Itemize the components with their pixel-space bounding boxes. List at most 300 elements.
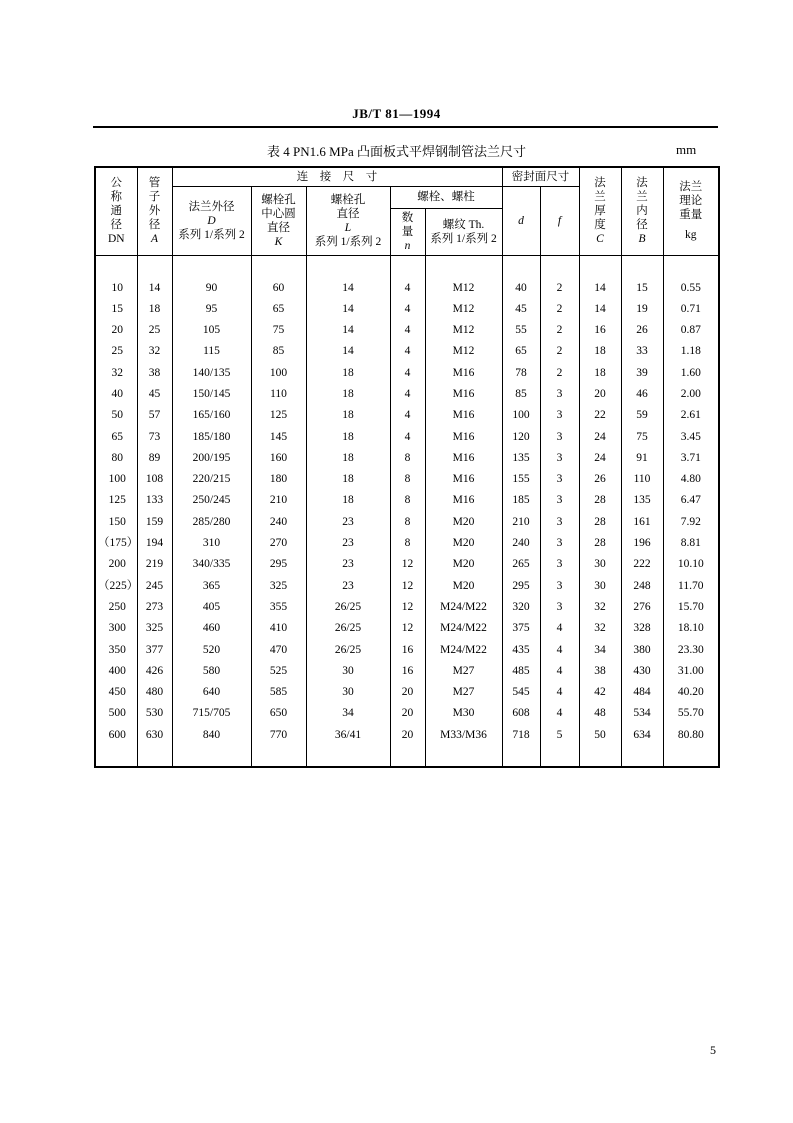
- cell-bore: 26: [621, 320, 663, 341]
- table-row: [95, 320, 719, 341]
- cell-thickness: 28: [579, 490, 621, 511]
- cell-bolt-circle: 145: [251, 427, 306, 448]
- table-row: [95, 278, 719, 299]
- cell-dn: 10: [95, 278, 137, 299]
- cell-bolt-hole: 14: [306, 299, 390, 320]
- spacer-cell: [172, 255, 251, 278]
- cell-bolt-circle: 85: [251, 341, 306, 362]
- spacer-cell: [95, 746, 137, 767]
- cell-thread: M12: [425, 299, 502, 320]
- cell-weight: 2.61: [663, 405, 719, 426]
- cell-bolt-circle: 180: [251, 469, 306, 490]
- cell-thread: M30: [425, 703, 502, 724]
- cell-pipe-od: 45: [137, 384, 172, 405]
- header-bolt-circle: 螺栓孔 中心圆 直径 K: [251, 186, 306, 255]
- cell-seal-d: 135: [502, 448, 540, 469]
- cell-thread: M24/M22: [425, 597, 502, 618]
- cell-seal-d: 485: [502, 661, 540, 682]
- cell-thickness: 38: [579, 661, 621, 682]
- flange-dimension-table: [94, 166, 720, 768]
- table-row: [95, 703, 719, 724]
- cell-thickness: 24: [579, 427, 621, 448]
- table-caption: 表 4 PN1.6 MPa 凸面板式平焊钢制管法兰尺寸: [267, 144, 526, 159]
- cell-thread: M24/M22: [425, 640, 502, 661]
- cell-thickness: 14: [579, 278, 621, 299]
- cell-weight: 40.20: [663, 682, 719, 703]
- cell-dn: 65: [95, 427, 137, 448]
- cell-weight: 18.10: [663, 618, 719, 639]
- cell-bolt-circle: 355: [251, 597, 306, 618]
- cell-seal-d: 240: [502, 533, 540, 554]
- cell-pipe-od: 219: [137, 554, 172, 575]
- table-row: [95, 597, 719, 618]
- spacer-cell: [251, 746, 306, 767]
- cell-bolt-circle: 585: [251, 682, 306, 703]
- cell-thickness: 24: [579, 448, 621, 469]
- cell-dn: 100: [95, 469, 137, 490]
- cell-dn: 400: [95, 661, 137, 682]
- cell-bolt-count: 8: [390, 469, 425, 490]
- cell-bore: 75: [621, 427, 663, 448]
- spacer-cell: [425, 255, 502, 278]
- cell-thickness: 28: [579, 512, 621, 533]
- cell-seal-d: 45: [502, 299, 540, 320]
- cell-flange-od: 165/160: [172, 405, 251, 426]
- cell-dn: 600: [95, 725, 137, 746]
- cell-seal-d: 545: [502, 682, 540, 703]
- cell-flange-od: 220/215: [172, 469, 251, 490]
- header-connection-group: 连 接 尺 寸: [172, 167, 502, 186]
- cell-weight: 0.87: [663, 320, 719, 341]
- cell-bore: 276: [621, 597, 663, 618]
- cell-bolt-count: 4: [390, 278, 425, 299]
- cell-bolt-hole: 18: [306, 427, 390, 448]
- cell-bolt-hole: 18: [306, 384, 390, 405]
- cell-seal-d: 100: [502, 405, 540, 426]
- spacer-cell: [579, 746, 621, 767]
- cell-pipe-od: 377: [137, 640, 172, 661]
- cell-flange-od: 715/705: [172, 703, 251, 724]
- cell-dn: （175）: [95, 533, 137, 554]
- cell-bolt-circle: 210: [251, 490, 306, 511]
- cell-weight: 15.70: [663, 597, 719, 618]
- cell-bore: 634: [621, 725, 663, 746]
- cell-bolt-count: 4: [390, 384, 425, 405]
- cell-thickness: 26: [579, 469, 621, 490]
- cell-pipe-od: 57: [137, 405, 172, 426]
- cell-bolt-hole: 18: [306, 448, 390, 469]
- cell-seal-f: 3: [540, 512, 579, 533]
- cell-dn: 450: [95, 682, 137, 703]
- cell-flange-od: 580: [172, 661, 251, 682]
- cell-thread: M20: [425, 512, 502, 533]
- cell-bolt-hole: 23: [306, 512, 390, 533]
- cell-bolt-count: 4: [390, 405, 425, 426]
- header-thread: 螺纹 Th. 系列 1/系列 2: [425, 208, 502, 255]
- cell-bore: 196: [621, 533, 663, 554]
- cell-seal-d: 78: [502, 363, 540, 384]
- cell-bolt-hole: 36/41: [306, 725, 390, 746]
- cell-dn: 150: [95, 512, 137, 533]
- cell-pipe-od: 273: [137, 597, 172, 618]
- table-unit: mm: [676, 142, 697, 157]
- cell-bolt-circle: 110: [251, 384, 306, 405]
- cell-seal-d: 185: [502, 490, 540, 511]
- cell-weight: 23.30: [663, 640, 719, 661]
- cell-weight: 55.70: [663, 703, 719, 724]
- table-row: [95, 554, 719, 575]
- cell-bolt-hole: 30: [306, 661, 390, 682]
- cell-flange-od: 200/195: [172, 448, 251, 469]
- cell-weight: 7.92: [663, 512, 719, 533]
- cell-flange-od: 310: [172, 533, 251, 554]
- document-code: JB/T 81—1994: [352, 106, 441, 121]
- cell-thread: M20: [425, 554, 502, 575]
- cell-bolt-circle: 160: [251, 448, 306, 469]
- cell-pipe-od: 426: [137, 661, 172, 682]
- cell-thread: M27: [425, 661, 502, 682]
- cell-dn: 300: [95, 618, 137, 639]
- cell-thread: M24/M22: [425, 618, 502, 639]
- cell-flange-od: 140/135: [172, 363, 251, 384]
- cell-bolt-count: 12: [390, 597, 425, 618]
- cell-bore: 46: [621, 384, 663, 405]
- cell-bolt-circle: 470: [251, 640, 306, 661]
- table-row: [95, 405, 719, 426]
- cell-thickness: 14: [579, 299, 621, 320]
- spacer-cell: [172, 746, 251, 767]
- header-weight: 法兰 理论 重量 kg: [663, 167, 719, 255]
- cell-thickness: 28: [579, 533, 621, 554]
- cell-thread: M20: [425, 576, 502, 597]
- table-row: [95, 427, 719, 448]
- cell-seal-f: 2: [540, 278, 579, 299]
- cell-thread: M27: [425, 682, 502, 703]
- cell-seal-d: 55: [502, 320, 540, 341]
- cell-dn: 20: [95, 320, 137, 341]
- cell-bore: 161: [621, 512, 663, 533]
- cell-weight: 1.60: [663, 363, 719, 384]
- cell-pipe-od: 159: [137, 512, 172, 533]
- cell-thickness: 22: [579, 405, 621, 426]
- spacer-cell: [390, 255, 425, 278]
- cell-bolt-circle: 525: [251, 661, 306, 682]
- cell-bolt-count: 4: [390, 427, 425, 448]
- table-row: [95, 618, 719, 639]
- cell-bolt-count: 4: [390, 363, 425, 384]
- cell-thread: M16: [425, 490, 502, 511]
- cell-thread: M12: [425, 341, 502, 362]
- cell-thickness: 16: [579, 320, 621, 341]
- cell-dn: 500: [95, 703, 137, 724]
- cell-bolt-circle: 75: [251, 320, 306, 341]
- cell-seal-d: 295: [502, 576, 540, 597]
- cell-dn: 80: [95, 448, 137, 469]
- cell-thickness: 18: [579, 341, 621, 362]
- table-row: [95, 490, 719, 511]
- cell-bolt-hole: 34: [306, 703, 390, 724]
- cell-seal-d: 120: [502, 427, 540, 448]
- cell-pipe-od: 133: [137, 490, 172, 511]
- table-row: [95, 384, 719, 405]
- cell-seal-d: 375: [502, 618, 540, 639]
- cell-flange-od: 640: [172, 682, 251, 703]
- header-seal-group: 密封面尺寸: [502, 167, 579, 186]
- cell-bolt-hole: 26/25: [306, 597, 390, 618]
- table-row: [95, 299, 719, 320]
- cell-bolt-circle: 125: [251, 405, 306, 426]
- cell-bolt-count: 4: [390, 299, 425, 320]
- cell-flange-od: 285/280: [172, 512, 251, 533]
- cell-dn: 32: [95, 363, 137, 384]
- cell-flange-od: 150/145: [172, 384, 251, 405]
- cell-bolt-circle: 325: [251, 576, 306, 597]
- cell-seal-d: 718: [502, 725, 540, 746]
- cell-bore: 534: [621, 703, 663, 724]
- cell-bolt-count: 4: [390, 341, 425, 362]
- spacer-cell: [663, 255, 719, 278]
- cell-dn: 125: [95, 490, 137, 511]
- cell-bolt-hole: 14: [306, 341, 390, 362]
- spacer-cell: [502, 255, 540, 278]
- cell-bolt-circle: 410: [251, 618, 306, 639]
- cell-dn: 25: [95, 341, 137, 362]
- table-row: [95, 448, 719, 469]
- cell-flange-od: 95: [172, 299, 251, 320]
- cell-thread: M20: [425, 533, 502, 554]
- cell-seal-f: 3: [540, 405, 579, 426]
- cell-weight: 3.71: [663, 448, 719, 469]
- cell-bore: 15: [621, 278, 663, 299]
- cell-pipe-od: 630: [137, 725, 172, 746]
- header-bolt-hole: 螺栓孔 直径 L 系列 1/系列 2: [306, 186, 390, 255]
- spacer-cell: [306, 255, 390, 278]
- cell-bolt-hole: 14: [306, 278, 390, 299]
- cell-seal-f: 2: [540, 299, 579, 320]
- cell-bolt-circle: 100: [251, 363, 306, 384]
- cell-flange-od: 460: [172, 618, 251, 639]
- cell-seal-f: 3: [540, 469, 579, 490]
- page-number: 5: [710, 1043, 716, 1057]
- cell-bolt-circle: 65: [251, 299, 306, 320]
- spacer-cell: [579, 255, 621, 278]
- spacer-cell: [540, 255, 579, 278]
- cell-thickness: 20: [579, 384, 621, 405]
- cell-bolt-count: 12: [390, 576, 425, 597]
- cell-flange-od: 185/180: [172, 427, 251, 448]
- spacer-cell: [621, 255, 663, 278]
- cell-seal-f: 3: [540, 576, 579, 597]
- cell-seal-d: 85: [502, 384, 540, 405]
- cell-pipe-od: 14: [137, 278, 172, 299]
- cell-weight: 4.80: [663, 469, 719, 490]
- table-row: [95, 682, 719, 703]
- cell-bolt-count: 8: [390, 512, 425, 533]
- cell-bore: 59: [621, 405, 663, 426]
- table-spacer-row: [95, 746, 719, 767]
- cell-bore: 19: [621, 299, 663, 320]
- cell-dn: 250: [95, 597, 137, 618]
- table-row: [95, 469, 719, 490]
- cell-bolt-count: 20: [390, 682, 425, 703]
- cell-thickness: 32: [579, 618, 621, 639]
- cell-thread: M16: [425, 427, 502, 448]
- cell-pipe-od: 32: [137, 341, 172, 362]
- table-body: [95, 255, 719, 767]
- cell-seal-f: 3: [540, 533, 579, 554]
- cell-seal-f: 4: [540, 682, 579, 703]
- cell-bolt-hole: 23: [306, 533, 390, 554]
- cell-bore: 33: [621, 341, 663, 362]
- cell-bolt-count: 12: [390, 618, 425, 639]
- cell-seal-f: 3: [540, 448, 579, 469]
- cell-seal-d: 65: [502, 341, 540, 362]
- cell-bolt-hole: 30: [306, 682, 390, 703]
- cell-weight: 11.70: [663, 576, 719, 597]
- cell-bolt-hole: 14: [306, 320, 390, 341]
- cell-weight: 6.47: [663, 490, 719, 511]
- cell-seal-d: 265: [502, 554, 540, 575]
- spacer-cell: [251, 255, 306, 278]
- cell-weight: 1.18: [663, 341, 719, 362]
- header-flange-od: 法兰外径 D 系列 1/系列 2: [172, 186, 251, 255]
- cell-thickness: 50: [579, 725, 621, 746]
- cell-bolt-hole: 18: [306, 363, 390, 384]
- cell-bolt-hole: 23: [306, 554, 390, 575]
- header-bolt-group: 螺栓、螺柱: [390, 186, 502, 208]
- cell-weight: 80.80: [663, 725, 719, 746]
- cell-thread: M16: [425, 363, 502, 384]
- cell-weight: 0.55: [663, 278, 719, 299]
- cell-pipe-od: 73: [137, 427, 172, 448]
- cell-weight: 2.00: [663, 384, 719, 405]
- cell-bolt-count: 12: [390, 554, 425, 575]
- cell-thread: M12: [425, 278, 502, 299]
- header-pipe-od: 管 子 外 径 A: [137, 167, 172, 255]
- cell-seal-f: 4: [540, 640, 579, 661]
- cell-bolt-hole: 26/25: [306, 640, 390, 661]
- spacer-cell: [95, 255, 137, 278]
- cell-thread: M16: [425, 448, 502, 469]
- cell-thread: M16: [425, 405, 502, 426]
- cell-thickness: 30: [579, 576, 621, 597]
- cell-seal-f: 3: [540, 554, 579, 575]
- spacer-cell: [425, 746, 502, 767]
- cell-bolt-count: 16: [390, 640, 425, 661]
- cell-thickness: 34: [579, 640, 621, 661]
- table-spacer-row: [95, 255, 719, 278]
- cell-weight: 10.10: [663, 554, 719, 575]
- cell-bore: 380: [621, 640, 663, 661]
- spacer-cell: [502, 746, 540, 767]
- cell-bore: 135: [621, 490, 663, 511]
- cell-flange-od: 365: [172, 576, 251, 597]
- cell-bore: 91: [621, 448, 663, 469]
- cell-bore: 430: [621, 661, 663, 682]
- cell-flange-od: 90: [172, 278, 251, 299]
- header-bore: 法 兰 内 径 B: [621, 167, 663, 255]
- cell-bore: 248: [621, 576, 663, 597]
- cell-bolt-hole: 18: [306, 469, 390, 490]
- spacer-cell: [137, 255, 172, 278]
- table-header: [95, 167, 719, 255]
- cell-dn: 40: [95, 384, 137, 405]
- cell-pipe-od: 194: [137, 533, 172, 554]
- cell-seal-f: 4: [540, 618, 579, 639]
- cell-thickness: 42: [579, 682, 621, 703]
- table-row: [95, 576, 719, 597]
- cell-thickness: 18: [579, 363, 621, 384]
- spacer-cell: [540, 746, 579, 767]
- spacer-cell: [621, 746, 663, 767]
- cell-dn: 15: [95, 299, 137, 320]
- cell-bolt-hole: 26/25: [306, 618, 390, 639]
- cell-thread: M33/M36: [425, 725, 502, 746]
- cell-flange-od: 105: [172, 320, 251, 341]
- cell-dn: 350: [95, 640, 137, 661]
- cell-thickness: 32: [579, 597, 621, 618]
- header-seal-d: d: [502, 186, 540, 255]
- cell-pipe-od: 108: [137, 469, 172, 490]
- cell-bolt-circle: 60: [251, 278, 306, 299]
- cell-pipe-od: 25: [137, 320, 172, 341]
- cell-bolt-circle: 650: [251, 703, 306, 724]
- table-row: [95, 725, 719, 746]
- header-dn: 公 称 通 径 DN: [95, 167, 137, 255]
- cell-seal-f: 3: [540, 490, 579, 511]
- cell-seal-f: 3: [540, 384, 579, 405]
- cell-bolt-count: 16: [390, 661, 425, 682]
- cell-bolt-count: 8: [390, 533, 425, 554]
- cell-pipe-od: 38: [137, 363, 172, 384]
- spacer-cell: [306, 746, 390, 767]
- cell-seal-f: 2: [540, 341, 579, 362]
- spacer-cell: [390, 746, 425, 767]
- table-row: [95, 533, 719, 554]
- cell-pipe-od: 18: [137, 299, 172, 320]
- cell-bolt-count: 8: [390, 448, 425, 469]
- spacer-cell: [663, 746, 719, 767]
- cell-bore: 328: [621, 618, 663, 639]
- table-row: [95, 661, 719, 682]
- cell-seal-f: 4: [540, 703, 579, 724]
- cell-weight: 31.00: [663, 661, 719, 682]
- cell-dn: 200: [95, 554, 137, 575]
- table-row: [95, 341, 719, 362]
- cell-bolt-circle: 270: [251, 533, 306, 554]
- cell-thread: M16: [425, 469, 502, 490]
- spacer-cell: [137, 746, 172, 767]
- cell-seal-f: 4: [540, 661, 579, 682]
- table-row: [95, 512, 719, 533]
- cell-seal-d: 210: [502, 512, 540, 533]
- cell-seal-f: 3: [540, 597, 579, 618]
- cell-weight: 8.81: [663, 533, 719, 554]
- cell-pipe-od: 480: [137, 682, 172, 703]
- table-row: [95, 640, 719, 661]
- cell-weight: 3.45: [663, 427, 719, 448]
- cell-bolt-hole: 23: [306, 576, 390, 597]
- cell-seal-d: 155: [502, 469, 540, 490]
- header-thickness: 法 兰 厚 度 C: [579, 167, 621, 255]
- cell-thread: M12: [425, 320, 502, 341]
- cell-bolt-circle: 240: [251, 512, 306, 533]
- cell-flange-od: 520: [172, 640, 251, 661]
- cell-bore: 222: [621, 554, 663, 575]
- cell-dn: 50: [95, 405, 137, 426]
- cell-thickness: 48: [579, 703, 621, 724]
- cell-bolt-count: 4: [390, 320, 425, 341]
